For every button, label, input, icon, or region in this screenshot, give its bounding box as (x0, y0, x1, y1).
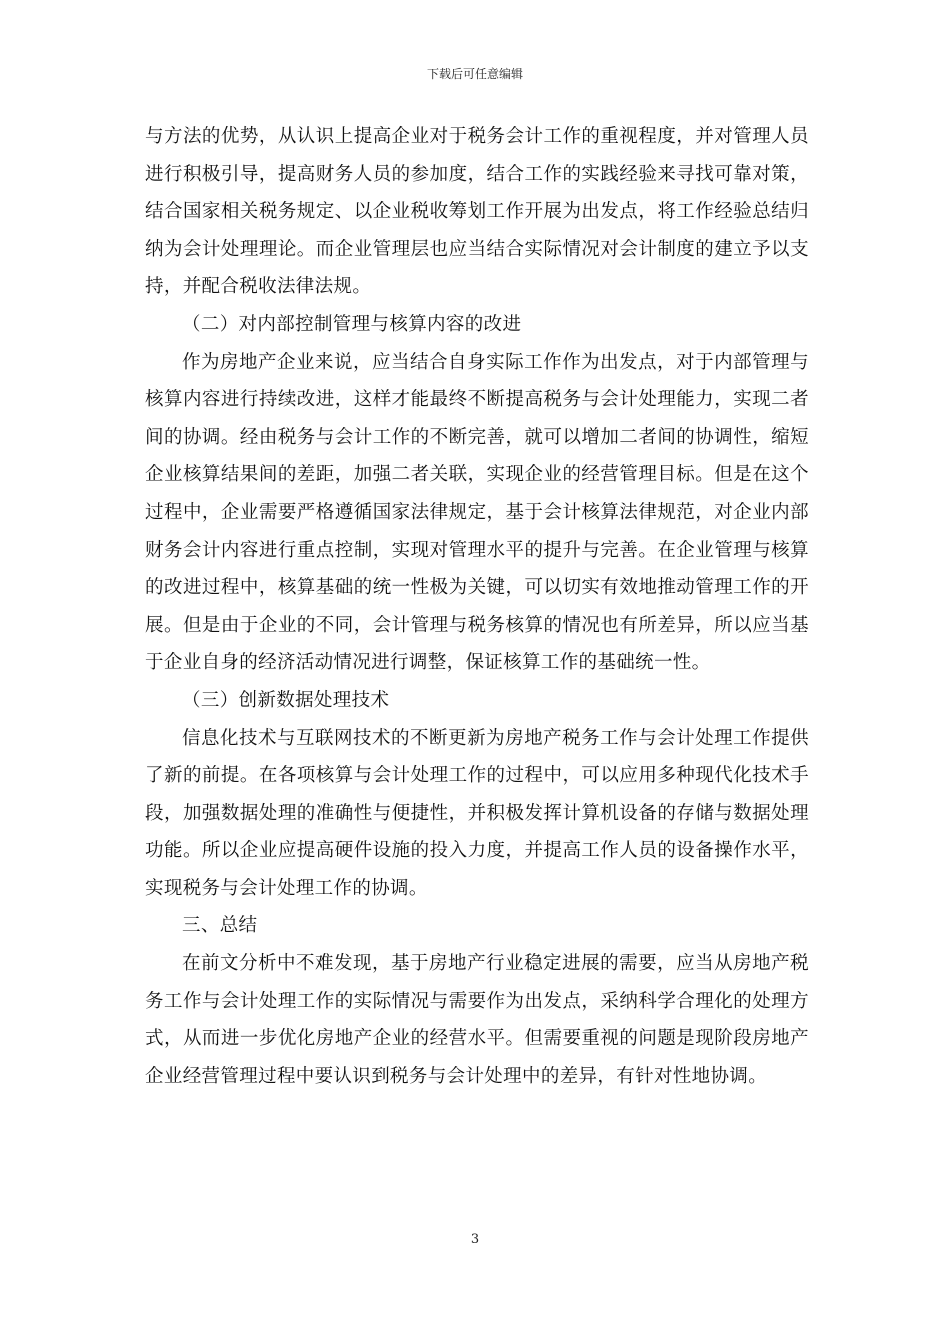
page-number: 3 (470, 1232, 480, 1247)
paragraph-summary: 在前文分析中不难发现，基于房地产行业稳定进展的需要，应当从房地产税务工作与会计处理工作的实际情况与需要作为出发点，采纳科学合理化的处理方式，从而进一步优化房地产企业的经营水平。但需要重视的问题是现阶段房地产企业经营管理过程中要认识到税务与会计处理中的差异，有针对性地协调。 (145, 953, 809, 1087)
paragraph-internal-control: 作为房地产企业来说，应当结合自身实际工作作为出发点，对于内部管理与核算内容进行持续改进，这样才能最终不断提高税务与会计处理能力，实现二者间的协调。经由税务与会计工作的不断完善，就可以增加二者间的协调性，缩短企业核算结果间的差距，加强二者关联，实现企业的经营管理目标。但是在这个过程中，企业需要严格遵循国家法律规定，基于会计核算法律规范，对企业内部财务会计内容进行重点控制，实现对管理水平的提升与完善。在企业管理与核算的改进过程中，核算基础的统一性极为关键，可以切实有效地推动管理工作的开展。但是由于企业的不同，会计管理与税务核算的情况也有所差异，所以应当基于企业自身的经济活动情况进行调整，保证核算工作的基础统一性。 (145, 351, 809, 674)
page-header: 下载后可任意编辑 (426, 67, 523, 81)
document-body (145, 118, 809, 1095)
section-heading-internal-control: （二）对内部控制管理与核算内容的改进 (182, 313, 522, 335)
paragraph-data-processing: 信息化技术与互联网技术的不断更新为房地产税务工作与会计处理工作提供了新的前提。在各项核算与会计处理工作的过程中，可以应用多种现代化技术手段，加强数据处理的准确性与便捷性，并积极发挥计算机设备的存储与数据处理功能。所以企业应提高硬件设施的投入力度，并提高工作人员的设备操作水平，实现税务与会计处理工作的协调。 (145, 727, 809, 899)
section-heading-data-processing: （三）创新数据处理技术 (182, 689, 390, 711)
section-heading-summary: 三、总结 (182, 915, 258, 937)
paragraph-continuation: 与方法的优势，从认识上提高企业对于税务会计工作的重视程度，并对管理人员进行积极引导，提高财务人员的参加度，结合工作的实践经验来寻找可靠对策，结合国家相关税务规定、以企业税收筹划工作开展为出发点，将工作经验总结归纳为会计处理理论。而企业管理层也应当结合实际情况对会计制度的建立予以支持，并配合税收法律法规。 (145, 126, 809, 298)
